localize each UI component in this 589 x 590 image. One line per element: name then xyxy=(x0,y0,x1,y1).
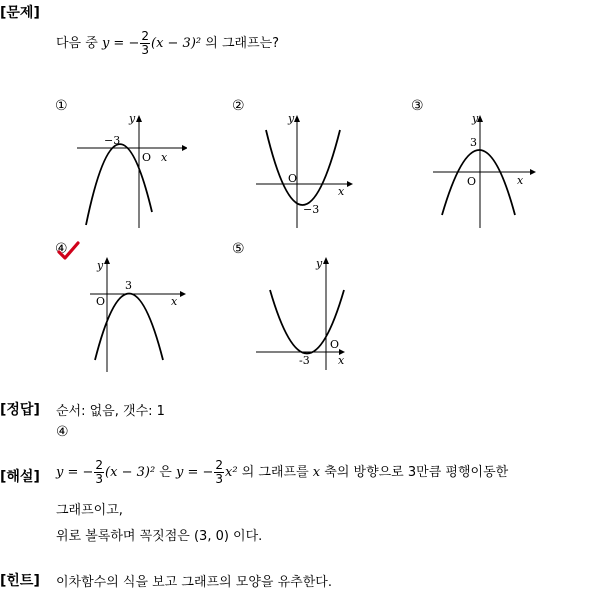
choice-1-marker[interactable]: ① xyxy=(55,98,68,114)
choice-3-marker[interactable]: ③ xyxy=(411,98,424,114)
explanation-tail-2: 축의 방향으로 3만큼 평행이동한 xyxy=(320,465,509,480)
x-axis-label: x xyxy=(338,354,345,367)
tick-label: 3 xyxy=(470,136,477,149)
hint-text: 이차함수의 식을 보고 그래프의 모양을 유추한다. xyxy=(56,575,332,590)
explanation-line-3: 위로 볼록하며 꼭짓점은 (3, 0) 이다. xyxy=(56,529,263,544)
y-axis-label: y xyxy=(316,257,323,270)
hint-label: [힌트] xyxy=(0,573,40,589)
explanation-eq2-fraction xyxy=(214,459,224,486)
tick-label: −3 xyxy=(303,203,320,216)
explanation-x-var: x xyxy=(312,465,321,480)
problem-label: [문제] xyxy=(0,5,40,21)
choice-2-marker[interactable]: ② xyxy=(232,98,245,114)
problem-statement xyxy=(56,30,279,57)
y-axis-label: y xyxy=(472,112,479,125)
x-axis-arrow xyxy=(530,169,536,175)
explanation-eq1-den: 3 xyxy=(95,472,104,486)
tick-label: -3 xyxy=(299,354,310,367)
parabola xyxy=(442,150,515,215)
problem-eq-rhs: (x − 3)² xyxy=(151,36,202,51)
problem-eq-lhs: y = − xyxy=(101,36,140,51)
explanation-line-1 xyxy=(56,459,508,486)
choice-5-graph[interactable] xyxy=(252,252,357,372)
explanation-mid: 은 xyxy=(155,465,176,480)
origin-label: O xyxy=(288,172,298,185)
choice-4-marker[interactable]: ④ xyxy=(55,241,68,257)
x-axis-label: x xyxy=(517,174,524,187)
explanation-eq2-den: 3 xyxy=(215,472,224,486)
answer-meta: 순서: 없음, 갯수: 1 xyxy=(56,404,165,419)
x-axis-arrow xyxy=(347,181,353,187)
x-axis-label: x xyxy=(171,295,178,308)
choice-2-graph[interactable] xyxy=(252,110,357,230)
y-axis-label: y xyxy=(97,259,104,272)
tick-label: −3 xyxy=(104,134,121,147)
answer-label: [정답] xyxy=(0,402,40,418)
choice-3-graph[interactable] xyxy=(430,110,545,230)
y-axis-arrow xyxy=(104,257,110,264)
problem-fraction xyxy=(140,30,150,57)
answer-value: ④ xyxy=(56,424,69,440)
choice-1-graph[interactable] xyxy=(72,110,187,230)
explanation-eq1-num: 2 xyxy=(95,458,104,472)
origin-label: O xyxy=(142,151,152,164)
problem-frac-num: 2 xyxy=(141,29,149,43)
y-axis-label: y xyxy=(129,112,136,125)
parabola xyxy=(95,294,163,361)
x-axis-arrow xyxy=(182,145,187,151)
explanation-eq1-rhs: (x − 3)² xyxy=(105,465,156,480)
explanation-eq2-num: 2 xyxy=(215,458,224,472)
explanation-eq2-lhs: y = − xyxy=(176,465,214,480)
y-axis-arrow xyxy=(136,115,142,122)
explanation-line-2: 그래프이고, xyxy=(56,503,123,518)
x-axis-arrow xyxy=(180,291,186,297)
explanation-eq2-rhs: x² xyxy=(225,465,238,480)
problem-prefix: 다음 중 xyxy=(56,36,102,51)
y-axis-arrow xyxy=(323,257,329,264)
origin-label: O xyxy=(330,338,340,351)
explanation-eq1-fraction xyxy=(94,459,104,486)
explanation-eq1-lhs: y = − xyxy=(56,465,94,480)
explanation-tail-1: 의 그래프를 xyxy=(237,465,313,480)
problem-frac-den: 3 xyxy=(141,43,149,57)
origin-label: O xyxy=(96,295,106,308)
parabola xyxy=(266,130,340,205)
y-axis-label: y xyxy=(288,112,295,125)
choice-5-marker[interactable]: ⑤ xyxy=(232,241,245,257)
problem-suffix: 의 그래프는? xyxy=(201,36,280,51)
check-icon xyxy=(55,240,81,262)
y-axis-arrow xyxy=(294,115,300,122)
origin-label: O xyxy=(467,175,477,188)
x-axis-label: x xyxy=(161,151,168,164)
choice-4-graph[interactable] xyxy=(85,252,195,377)
x-axis-label: x xyxy=(338,185,345,198)
tick-label: 3 xyxy=(125,279,132,292)
explanation-label: [해설] xyxy=(0,469,40,485)
